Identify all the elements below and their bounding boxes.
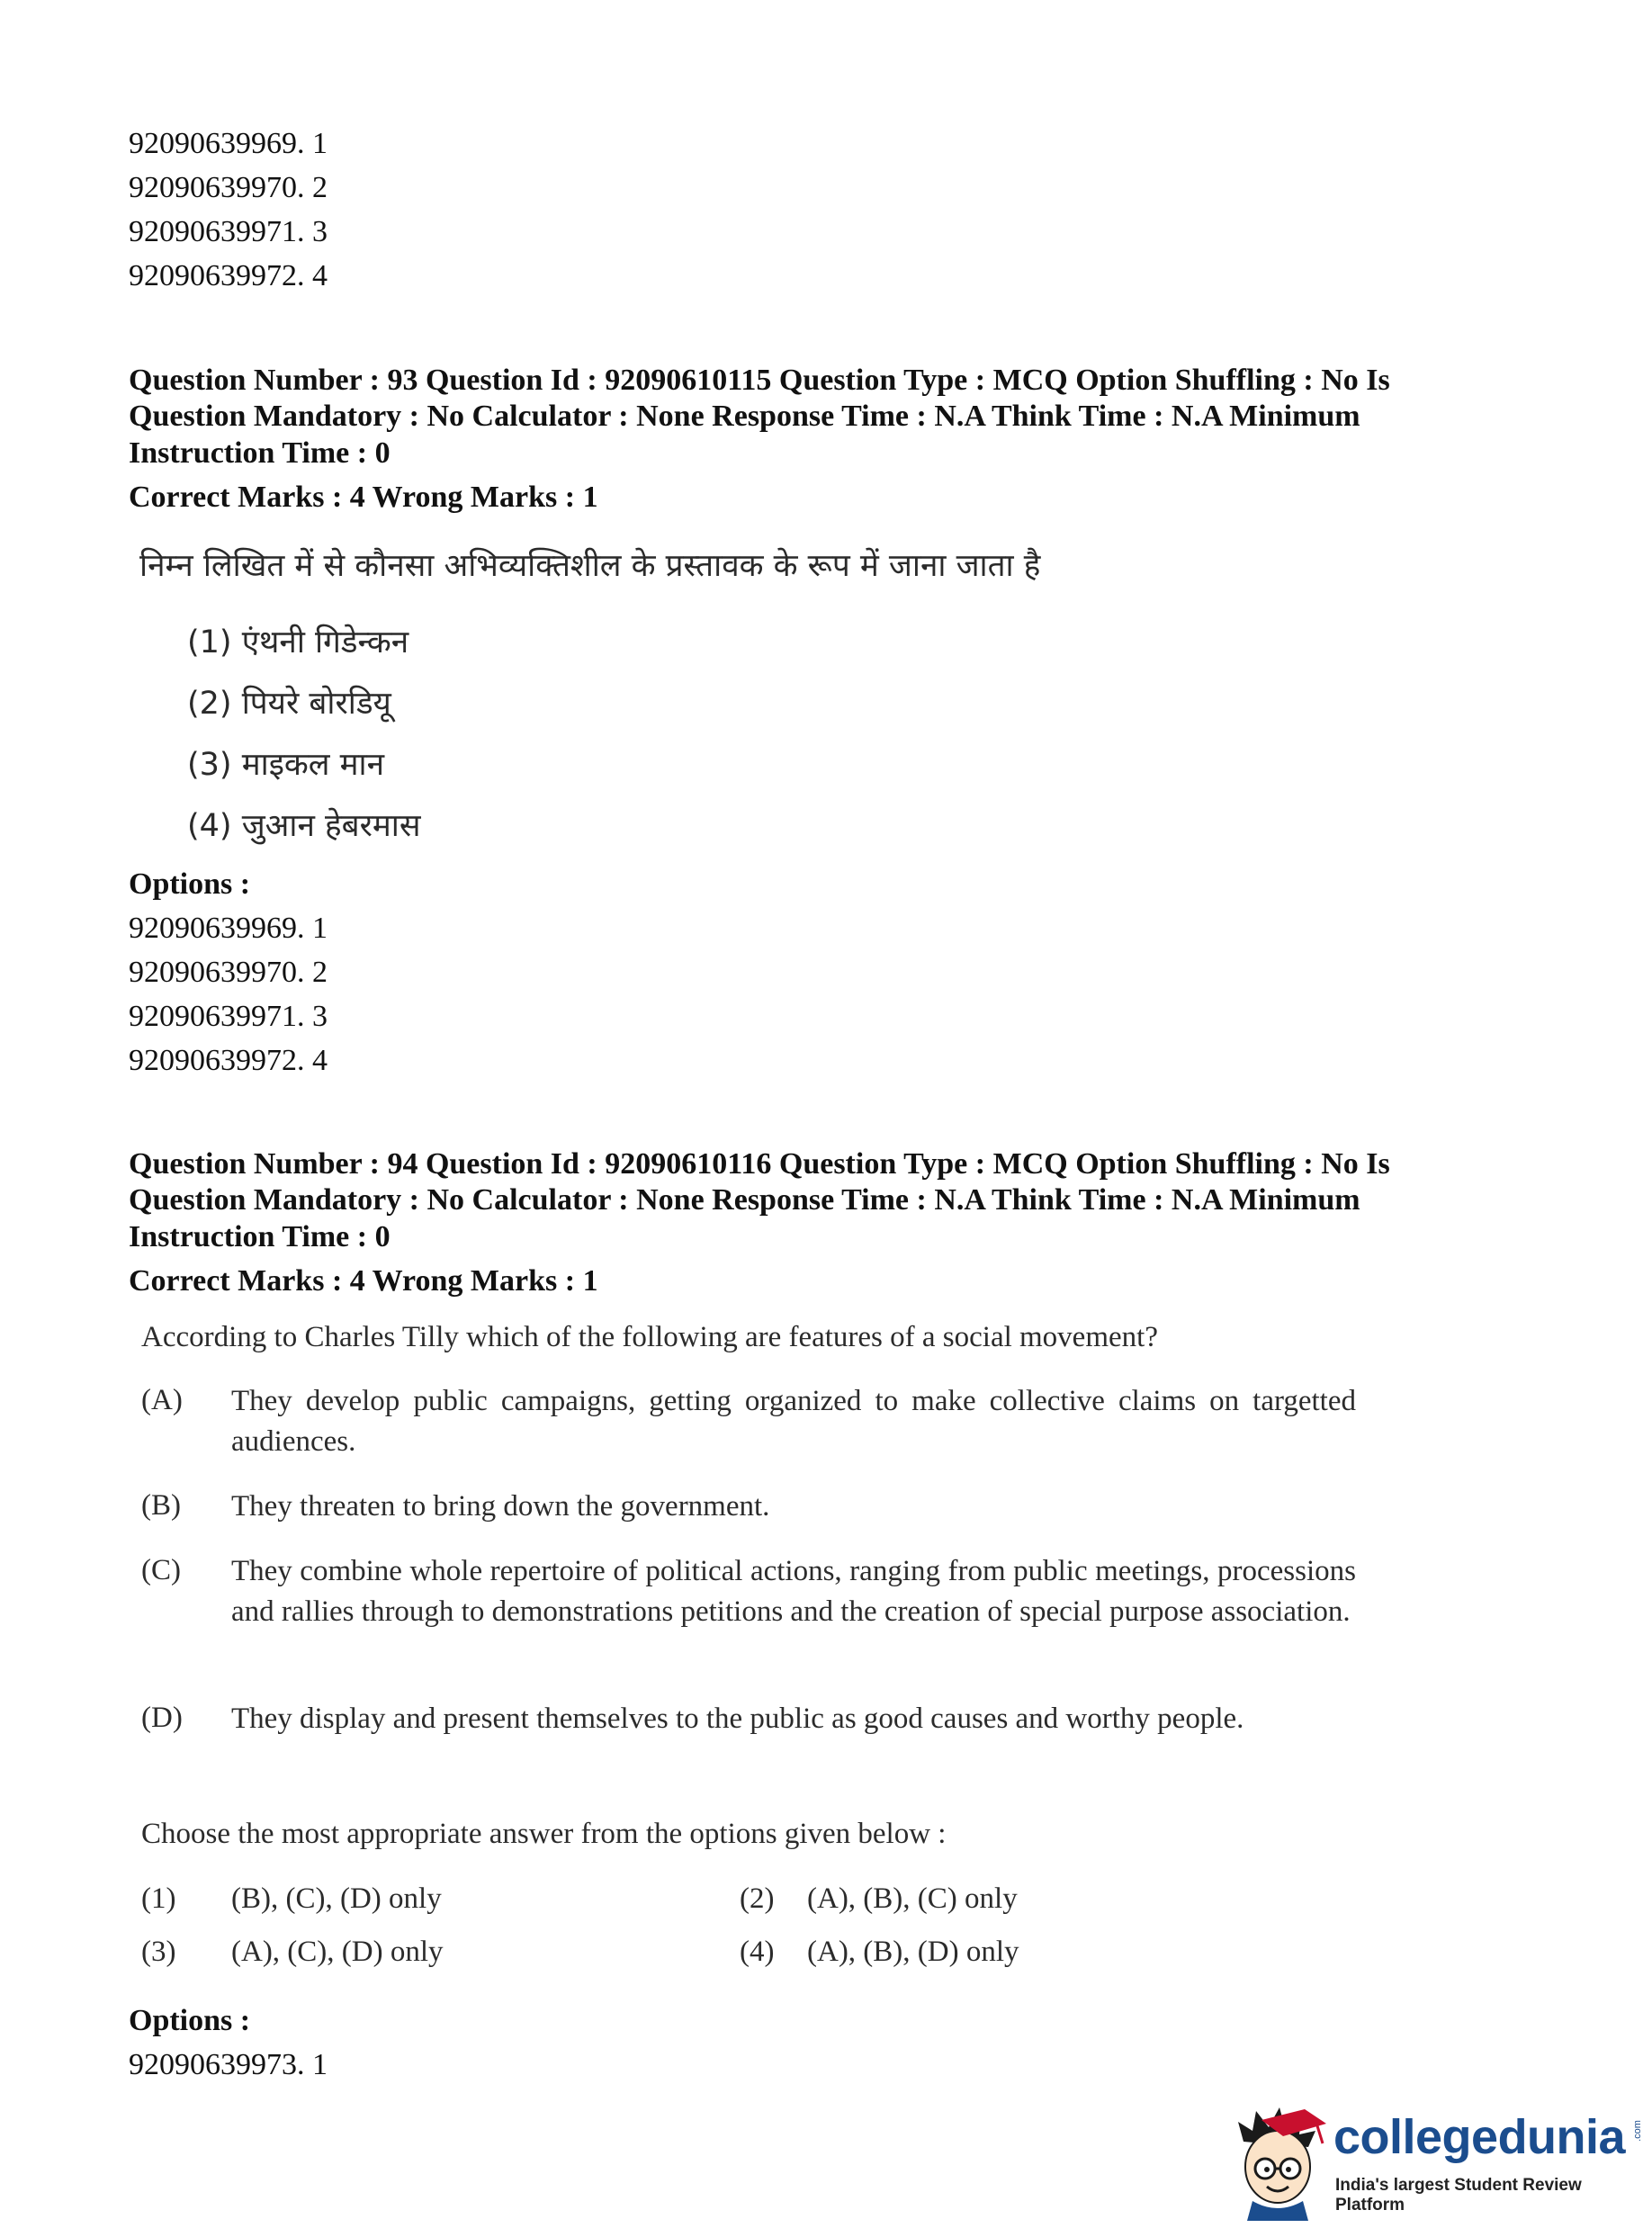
logo-tagline: India's largest Student Review Platform [1335,2176,1582,2215]
statement-text: They develop public campaigns, getting organized to make collective claims on targetted audiences. [231,1385,1356,1458]
logo-com: .com [1631,2120,1643,2142]
answer-choice: (2) पियरे बोरडियू [187,686,391,722]
statement-label: (A) [141,1384,183,1416]
answer-text: (A), (B), (C) only [807,1882,1018,1915]
statement-label: (D) [141,1702,183,1734]
answer-text: (B), (C), (D) only [231,1882,442,1915]
collegedunia-logo [1226,2104,1643,2221]
options-label: Options : [129,867,251,901]
question-header-line: Instruction Time : 0 [129,1220,391,1253]
question-text: निम्न लिखित में से कौनसा अभिव्यक्तिशील के प्रस्तावक के रूप में जाना जाता है [139,548,1041,584]
question-header-line: Question Number : 93 Question Id : 92090610115 Question Type : MCQ Option Shuffling : No Is [129,364,1390,397]
answer-text: (A), (C), (D) only [231,1936,444,1968]
question-header-line: Question Number : 94 Question Id : 92090610116 Question Type : MCQ Option Shuffling : No Is [129,1147,1390,1181]
question-header-line: Question Mandatory : No Calculator : None Response Time : N.A Think Time : N.A Minimum [129,400,1360,433]
option-id: 92090639972. 4 [129,259,328,292]
marks-line: Correct Marks : 4 Wrong Marks : 1 [129,481,598,514]
option-id: 92090639971. 3 [129,1000,328,1033]
option-id: 92090639969. 1 [129,127,328,160]
answer-label: (3) [141,1936,176,1968]
answer-choice: (1) एंथनी गिडेन्कन [187,624,409,660]
option-id: 92090639973. 1 [129,2048,328,2081]
option-id: 92090639969. 1 [129,912,328,945]
marks-line: Correct Marks : 4 Wrong Marks : 1 [129,1264,598,1298]
statement-label: (C) [141,1554,181,1586]
option-id: 92090639972. 4 [129,1044,328,1077]
mascot-icon [1226,2104,1332,2221]
instruction-text: Choose the most appropriate answer from the options given below : [141,1818,947,1850]
logo-wordmark: collegedunia [1333,2110,1626,2164]
answer-choice: (3) माइकल मान [187,747,385,783]
answer-label: (2) [740,1882,775,1915]
answer-choice: (4) जुआन हेबरमास [187,808,421,844]
answer-text: (A), (B), (D) only [807,1936,1019,1968]
statement-text: They display and present themselves to the public as good causes and worthy people. [231,1702,1244,1735]
options-label: Options : [129,2004,251,2037]
statement-text: They combine whole repertoire of political actions, ranging from public meetings, processions and rallies through to demonstrations petitions and the creation of special purpose association. [231,1555,1356,1628]
statement-label: (B) [141,1489,181,1522]
option-id: 92090639970. 2 [129,956,328,989]
question-header-line: Question Mandatory : No Calculator : None Response Time : N.A Think Time : N.A Minimum [129,1183,1360,1217]
answer-label: (4) [740,1936,775,1968]
question-text: According to Charles Tilly which of the following are features of a social movement? [141,1321,1158,1353]
statement-text: They threaten to bring down the government. [231,1490,770,1523]
option-id: 92090639970. 2 [129,171,328,204]
question-header-line: Instruction Time : 0 [129,436,391,470]
option-id: 92090639971. 3 [129,215,328,248]
answer-label: (1) [141,1882,176,1915]
